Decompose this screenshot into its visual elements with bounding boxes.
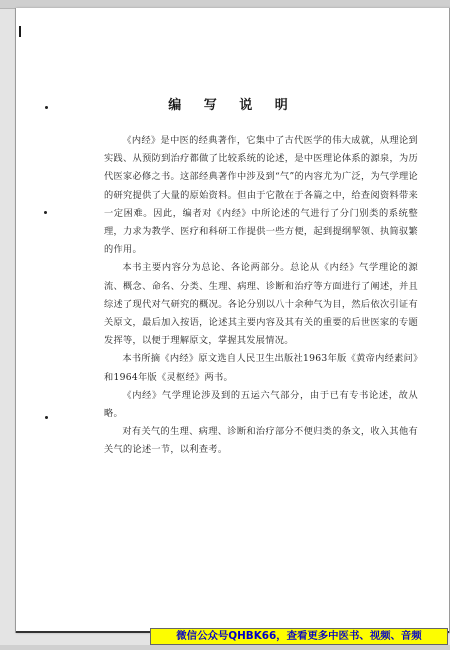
document-page	[15, 8, 450, 633]
scan-speck	[44, 211, 47, 214]
paragraph: 《内经》气学理论涉及到的五运六气部分，由于已有专书论述，故从略。	[104, 389, 418, 420]
page-corner-mark	[19, 26, 21, 37]
paragraph: 《内经》是中医的经典著作，它集中了古代医学的伟大成就，从理论到实践、从预防到治疗都做了比较系统的论述，是中医理论体系的源泉，为历代医家必修之书。这部经典著作中涉及到“气”的内容尤为广泛，为气学理论的研究提供了大量的原始资料。但由于它散在于各篇之中，给查阅资料带来一定困难。因此，编者对《内经》中所论述的气进行了分门别类的系统整理，力求为教学、医疗和科研工作提供一些方便，起到提纲挈领、执简驭繁的作用。	[104, 135, 418, 256]
viewer-bottom-strip	[0, 645, 450, 650]
scan-speck	[45, 416, 48, 419]
watermark-banner: 微信公众号QHBK66，查看更多中医书、视频、音频	[150, 628, 448, 645]
paragraph: 本书主要内容分为总论、各论两部分。总论从《内经》气学理论的源流、概念、命名、分类、生理、病理、诊断和治疗等方面进行了阐述，并且综述了现代对气研究的概况。各论分别以八十余种气为目，然后依次引证有关原文，最后加入按语，论述其主要内容及其有关的重要的后世医家的专题发挥等，以便于理解原文，掌握其发展情况。	[104, 262, 418, 347]
paragraph: 本书所摘《内经》原文选自人民卫生出版社1963年版《黄帝内经素问》和1964年版《灵枢经》两书。	[104, 353, 418, 383]
page-title: 编 写 说 明	[168, 98, 297, 113]
body-text	[104, 132, 418, 460]
paragraph: 对有关气的生理、病理、诊断和治疗部分不便归类的条文，收入其他有关气的论述一节，以利查考。	[104, 426, 418, 456]
